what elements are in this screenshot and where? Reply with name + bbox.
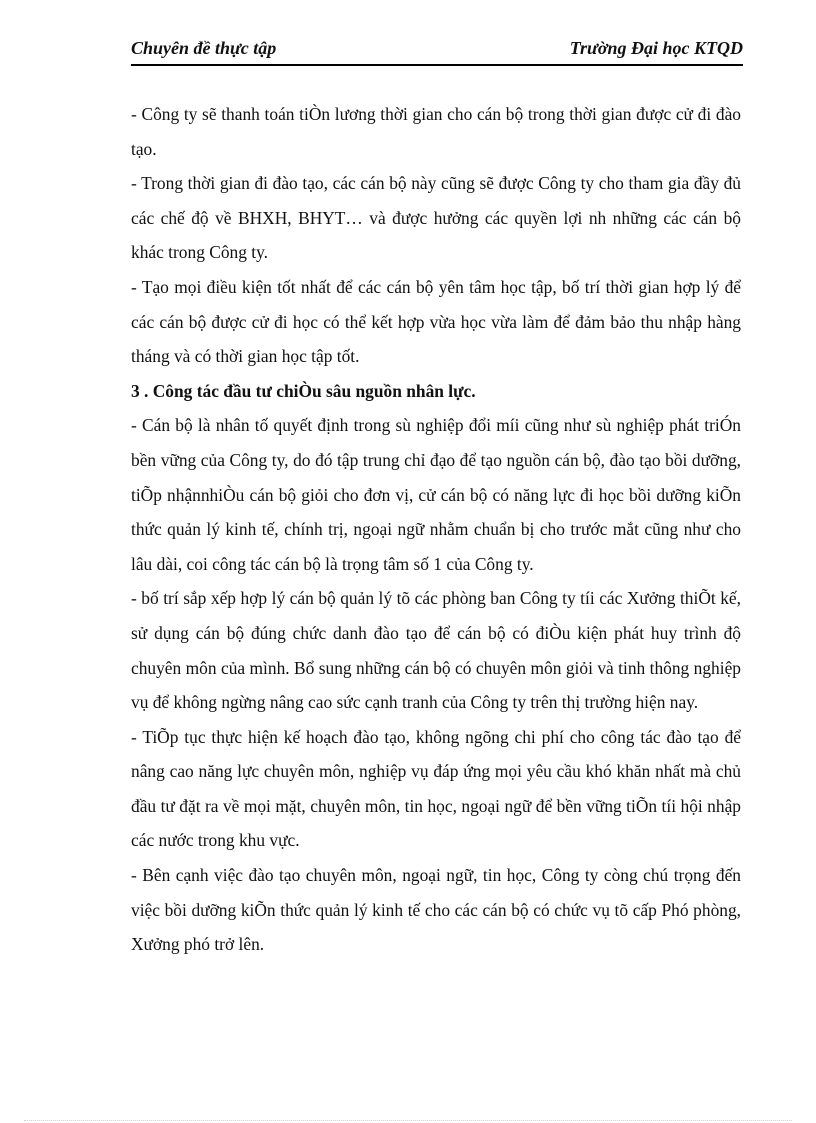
document-body	[131, 97, 741, 962]
header-document-title: Chuyên đề thực tập	[131, 38, 277, 58]
paragraph-benefits: - Trong thời gian đi đào tạo, các cán bộ này cũng sẽ được Công ty cho tham gia đầy đủ các chế độ về BHXH, BHYT… và được hưởng các quyền lợi nh những các cán bộ khác trong Công ty.	[131, 173, 741, 263]
header-university-name: Trường Đại học KTQD	[569, 38, 743, 58]
page-bottom-divider	[24, 1120, 792, 1121]
section-heading: 3 . Công tác đầu tư chiÒu sâu nguồn nhân lực.	[131, 380, 476, 401]
paragraph-payment: - Công ty sẽ thanh toán tiÒn lương thời gian cho cán bộ trong thời gian được cử đi đào tạo.	[131, 104, 741, 159]
paragraph-management-training: - Bên cạnh việc đào tạo chuyên môn, ngoại ngữ, tin học, Công ty còng chú trọng đến việc bồi dưỡng kiÕn thức quản lý kinh tế cho các cán bộ có chức vụ tõ cấp Phó phòng, Xưởng phó trở lên.	[131, 865, 741, 955]
paragraph-study-conditions: - Tạo mọi điều kiện tốt nhất để các cán bộ yên tâm học tập, bố trí thời gian hợp lý để các cán bộ được cử đi học có thể kết hợp vừa học vừa làm để đảm bảo thu nhập hàng tháng và có thời gian học tập tốt.	[131, 276, 741, 367]
page-header	[131, 36, 743, 66]
paragraph-staff-arrangement: - bố trí sắp xếp hợp lý cán bộ quản lý tõ các phòng ban Công ty tíi các Xưởng thiÕt kế, sử dụng cán bộ đúng chức danh đào tạo để cán bộ có điÒu kiện phát huy trình độ chuyên môn của mình. Bổ sung những cán bộ có chuyên môn giỏi và tinh thông nghiệp vụ để không ngừng nâng cao sức cạnh tranh của Công ty trên thị trường hiện nay.	[131, 588, 741, 713]
paragraph-staff-development: - Cán bộ là nhân tố quyết định trong sù nghiệp đổi míi cũng như sù nghiệp phát triÓn bền vững của Công ty, do đó tập trung chỉ đạo để tạo nguồn cán bộ, đào tạo bồi dưỡng, tiÕp nhậnnhiÒu cán bộ giỏi cho đơn vị, cử cán bộ có năng lực đi học bồi dưỡng kiÕn thức quản lý kinh tế, chính trị, ngoại ngữ nhằm chuẩn bị cho trước mắt cũng như cho lâu dài, coi công tác cán bộ là trọng tâm số 1 của Công ty.	[131, 415, 741, 574]
paragraph-training-plan: - TiÕp tục thực hiện kế hoạch đào tạo, không ngõng chi phí cho công tác đào tạo để nâng cao năng lực chuyên môn, nghiệp vụ đáp ứng mọi yêu cầu khó khăn nhất mà chủ đầu tư đặt ra về mọi mặt, chuyên môn, tin học, ngoại ngữ để bền vững tiÕn tíi hội nhập các nước trong khu vực.	[131, 726, 741, 851]
